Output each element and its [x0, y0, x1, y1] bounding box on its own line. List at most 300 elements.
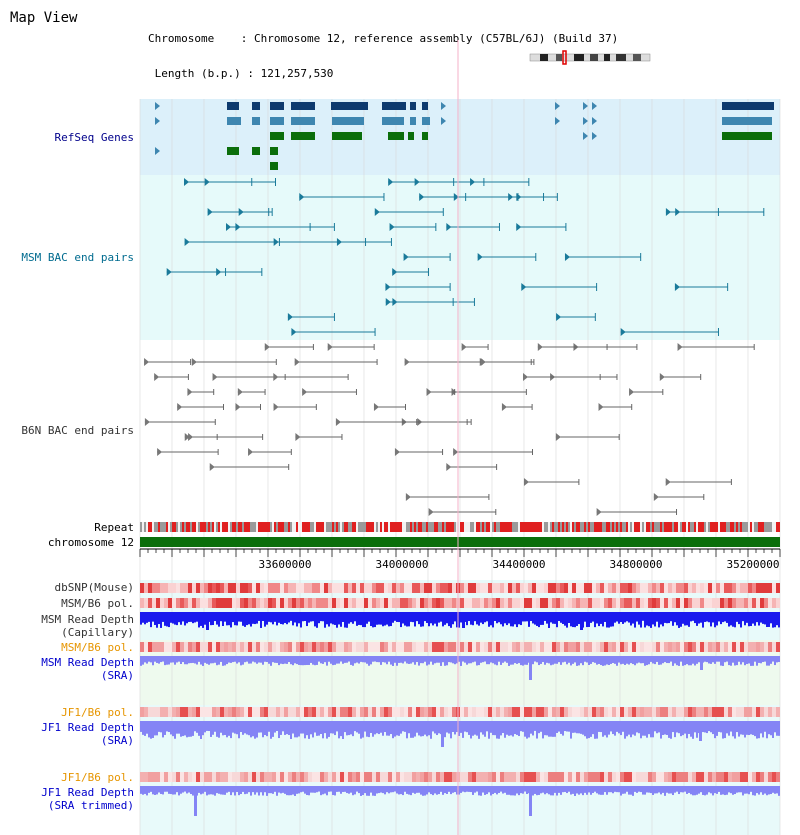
gene-exon: [410, 117, 416, 125]
heatmap-cell: [188, 707, 192, 717]
heatmap-cell: [344, 598, 348, 608]
depth-bar: [228, 721, 230, 736]
depth-bar: [624, 656, 626, 665]
heatmap-cell: [140, 598, 144, 608]
depth-bar: [526, 612, 528, 621]
depth-bar: [428, 786, 430, 792]
depth-bar: [380, 786, 382, 793]
heatmap-cell: [316, 642, 320, 652]
depth-bar: [484, 786, 486, 795]
repeat-block: [210, 522, 212, 532]
depth-bar: [282, 721, 284, 731]
depth-bar: [656, 786, 658, 793]
depth-bar: [436, 612, 438, 626]
depth-bar: [554, 721, 556, 737]
heatmap-cell: [156, 583, 160, 593]
heatmap-cell: [740, 772, 744, 782]
depth-bar: [538, 656, 540, 665]
heatmap-cell: [520, 598, 524, 608]
repeat-block: [308, 522, 310, 532]
depth-bar: [614, 786, 616, 792]
depth-bar: [506, 721, 508, 735]
heatmap-cell: [756, 707, 760, 717]
heatmap-cell: [296, 583, 300, 593]
depth-bar: [378, 721, 380, 734]
heatmap-cell: [620, 707, 624, 717]
depth-bar: [588, 656, 590, 665]
depth-bar: [732, 721, 734, 736]
depth-bar: [590, 721, 592, 737]
depth-bar: [696, 612, 698, 626]
heatmap-cell: [348, 772, 352, 782]
depth-bar: [768, 656, 770, 666]
gene-exon: [331, 102, 368, 110]
heatmap-cell: [580, 642, 584, 652]
chromosome-line: Chromosome : Chromosome 12, reference assembly (C57BL/6J) (Build 37): [148, 32, 619, 45]
depth-bar: [648, 656, 650, 664]
repeat-block: [194, 522, 196, 532]
depth-bar: [554, 656, 556, 664]
depth-bar: [422, 612, 424, 626]
heatmap-cell: [240, 707, 244, 717]
b6n-pair-end: [235, 403, 240, 411]
depth-bar: [538, 786, 540, 795]
depth-bar: [432, 786, 434, 795]
repeat-block: [486, 522, 488, 532]
depth-bar: [596, 786, 598, 793]
depth-bar: [580, 786, 582, 793]
depth-bar: [348, 721, 350, 735]
repeat-block: [412, 522, 414, 532]
repeat-track: [140, 522, 780, 532]
repeat-block: [448, 522, 450, 532]
depth-bar: [360, 786, 362, 796]
depth-bar: [242, 656, 244, 665]
depth-bar: [724, 786, 726, 795]
repeat-block: [298, 522, 300, 532]
depth-bar: [150, 786, 152, 792]
depth-bar: [234, 721, 236, 734]
heatmap-cell: [444, 583, 448, 593]
depth-bar: [778, 721, 780, 736]
depth-bar: [766, 656, 768, 666]
depth-bar: [576, 656, 578, 666]
depth-spike: [580, 612, 583, 630]
heatmap-cell: [160, 642, 164, 652]
depth-bar: [710, 612, 712, 626]
heatmap-cell: [300, 642, 304, 652]
depth-bar: [412, 656, 414, 662]
repeat-block: [610, 522, 612, 532]
depth-bar: [508, 612, 510, 623]
repeat-block: [520, 522, 522, 532]
heatmap-cell: [312, 642, 316, 652]
repeat-block: [500, 522, 502, 532]
heatmap-cell: [752, 707, 756, 717]
depth-bar: [382, 656, 384, 662]
repeat-block: [626, 522, 628, 532]
heatmap-cell: [400, 598, 404, 608]
depth-bar: [172, 721, 174, 736]
depth-bar: [252, 721, 254, 736]
depth-bar: [508, 786, 510, 795]
repeat-block: [740, 522, 742, 532]
heatmap-cell: [512, 772, 516, 782]
heatmap-cell: [392, 583, 396, 593]
heatmap-cell: [304, 772, 308, 782]
heatmap-cell: [644, 772, 648, 782]
chromosome-ideogram[interactable]: [530, 51, 650, 64]
repeat-block: [270, 522, 272, 532]
heatmap-cell: [480, 642, 484, 652]
repeat-block: [560, 522, 562, 532]
depth-bar: [568, 612, 570, 623]
heatmap-cell: [576, 583, 580, 593]
heatmap-cell: [616, 642, 620, 652]
gene-exon: [227, 102, 239, 110]
heatmap-cell: [172, 707, 176, 717]
heatmap-cell: [256, 772, 260, 782]
repeat-block: [460, 522, 462, 532]
depth-bar: [238, 721, 240, 738]
depth-bar: [518, 656, 520, 663]
depth-bar: [186, 612, 188, 623]
heatmap-cell: [628, 772, 632, 782]
heatmap-cell: [416, 598, 420, 608]
depth-bar: [304, 656, 306, 665]
depth-bar: [624, 786, 626, 794]
depth-bar: [734, 612, 736, 627]
depth-bar: [224, 656, 226, 665]
heatmap-cell: [468, 707, 472, 717]
depth-bar: [762, 786, 764, 795]
depth-bar: [562, 721, 564, 736]
heatmap-cell: [500, 707, 504, 717]
repeat-block: [752, 522, 754, 532]
depth-bar: [326, 656, 328, 666]
depth-bar: [608, 612, 610, 628]
heatmap-cell: [684, 642, 688, 652]
depth-bar: [300, 786, 302, 792]
depth-bar: [254, 612, 256, 624]
repeat-block: [224, 522, 226, 532]
depth-bar: [336, 721, 338, 731]
heatmap-cell: [752, 583, 756, 593]
depth-bar: [444, 721, 446, 737]
heatmap-cell: [368, 772, 372, 782]
depth-bar: [650, 721, 652, 737]
depth-bar: [170, 612, 172, 623]
depth-bar: [300, 612, 302, 627]
depth-bar: [400, 786, 402, 794]
heatmap-cell: [580, 772, 584, 782]
depth-bar: [574, 656, 576, 662]
depth-bar: [414, 612, 416, 626]
repeat-block: [570, 522, 572, 532]
heatmap-cell: [232, 598, 236, 608]
repeat-block: [242, 522, 244, 532]
depth-bar: [540, 656, 542, 664]
depth-bar: [406, 656, 408, 663]
depth-bar: [346, 786, 348, 793]
repeat-block: [254, 522, 256, 532]
depth-bar: [492, 656, 494, 663]
depth-bar: [724, 612, 726, 621]
heatmap-cell: [284, 707, 288, 717]
heatmap-cell: [648, 772, 652, 782]
depth-bar: [154, 786, 156, 795]
depth-bar: [210, 656, 212, 663]
b6n-bac-label: B6N BAC end pairs: [21, 424, 134, 437]
heatmap-cell: [276, 598, 280, 608]
depth-bar: [162, 721, 164, 737]
depth-spike: [194, 786, 197, 816]
depth-bar: [428, 656, 430, 665]
heatmap-cell: [184, 642, 188, 652]
depth-bar: [150, 612, 152, 627]
heatmap-cell: [292, 707, 296, 717]
b6n-bac-pairs[interactable]: [144, 343, 754, 516]
heatmap-cell: [148, 583, 152, 593]
heatmap-cell: [320, 642, 324, 652]
depth-bar: [638, 656, 640, 663]
repeat-block: [284, 522, 286, 532]
repeat-block: [178, 522, 180, 532]
depth-bar: [292, 656, 294, 665]
repeat-block: [470, 522, 472, 532]
depth-bar: [606, 612, 608, 627]
depth-bar: [436, 656, 438, 663]
depth-bar: [340, 656, 342, 662]
depth-bar: [736, 612, 738, 622]
depth-bar: [476, 786, 478, 792]
heatmap-cell: [576, 772, 580, 782]
depth-bar: [552, 612, 554, 624]
repeat-block: [650, 522, 652, 532]
depth-bar: [416, 656, 418, 662]
heatmap-cell: [544, 707, 548, 717]
heatmap-cell: [144, 707, 148, 717]
heatmap-cell: [676, 772, 680, 782]
heatmap-cell: [440, 707, 444, 717]
heatmap-cell: [172, 598, 176, 608]
depth-bar: [142, 721, 144, 735]
heatmap-cell: [344, 772, 348, 782]
depth-bar: [426, 721, 428, 736]
depth-bar: [360, 721, 362, 739]
depth-bar: [280, 786, 282, 793]
depth-bar: [646, 721, 648, 738]
repeat-block: [640, 522, 642, 532]
depth-bar: [776, 612, 778, 625]
depth-bar: [446, 721, 448, 732]
depth-bar: [672, 612, 674, 626]
depth-bar: [516, 786, 518, 794]
repeat-block: [662, 522, 664, 532]
depth-bar: [190, 721, 192, 737]
heatmap-cell: [164, 583, 168, 593]
depth-bar: [320, 612, 322, 621]
repeat-block: [198, 522, 200, 532]
depth-bar: [206, 656, 208, 664]
depth-bar: [180, 656, 182, 664]
depth-bar: [742, 656, 744, 662]
depth-bar: [776, 656, 778, 662]
depth-bar: [774, 656, 776, 665]
depth-bar: [730, 656, 732, 666]
repeat-block: [572, 522, 574, 532]
b6n-pair-end: [666, 478, 671, 486]
depth-bar: [398, 612, 400, 622]
repeat-block: [218, 522, 220, 532]
depth-bar: [770, 612, 772, 623]
depth-bar: [302, 656, 304, 665]
depth-bar: [178, 721, 180, 734]
depth-bar: [284, 612, 286, 623]
depth-bar: [152, 721, 154, 738]
repeat-block: [330, 522, 332, 532]
depth-bar: [548, 786, 550, 794]
heatmap-cell: [656, 772, 660, 782]
heatmap-cell: [216, 642, 220, 652]
heatmap-cell: [744, 642, 748, 652]
heatmap-cell: [304, 642, 308, 652]
depth-bar: [746, 656, 748, 664]
depth-bar: [314, 612, 316, 626]
heatmap-cell: [672, 707, 676, 717]
depth-bar: [668, 721, 670, 738]
repeat-block: [770, 522, 772, 532]
heatmap-cell: [304, 598, 308, 608]
depth-bar: [358, 612, 360, 625]
heatmap-cell: [768, 583, 772, 593]
heatmap-cell: [760, 583, 764, 593]
heatmap-cell: [176, 598, 180, 608]
depth-bar: [554, 612, 556, 624]
depth-bar: [662, 612, 664, 626]
heatmap-cell: [612, 642, 616, 652]
heatmap-cell: [468, 772, 472, 782]
depth-bar: [176, 786, 178, 792]
repeat-block: [358, 522, 360, 532]
heatmap-cell: [260, 707, 264, 717]
repeat-block: [714, 522, 716, 532]
repeat-block: [406, 522, 408, 532]
depth-bar: [526, 656, 528, 665]
depth-bar: [396, 612, 398, 622]
repeat-block: [268, 522, 270, 532]
repeat-block: [574, 522, 576, 532]
depth-bar: [154, 612, 156, 625]
repeat-block: [584, 522, 586, 532]
heatmap-cell: [528, 598, 532, 608]
depth-bar: [416, 612, 418, 621]
depth-bar: [500, 786, 502, 792]
repeat-block: [606, 522, 608, 532]
depth-bar: [580, 656, 582, 663]
depth-bar: [420, 721, 422, 736]
depth-bar: [410, 656, 412, 664]
depth-bar: [630, 612, 632, 625]
heatmap-cell: [400, 772, 404, 782]
depth-bar: [572, 721, 574, 733]
heatmap-cell: [728, 583, 732, 593]
depth-bar: [600, 721, 602, 732]
heatmap-cell: [316, 583, 320, 593]
gene-exon: [722, 132, 772, 140]
heatmap-cell: [548, 772, 552, 782]
depth-bar: [592, 612, 594, 622]
repeat-block: [188, 522, 190, 532]
depth-bar: [754, 656, 756, 662]
depth-bar: [280, 721, 282, 735]
depth-bar: [306, 656, 308, 665]
repeat-block: [388, 522, 390, 532]
heatmap-cell: [700, 642, 704, 652]
depth-bar: [430, 612, 432, 623]
gene-exon: [388, 132, 404, 140]
repeat-block: [176, 522, 178, 532]
heatmap-cell: [308, 642, 312, 652]
depth-bar: [574, 721, 576, 733]
depth-bar: [692, 721, 694, 739]
depth-bar: [334, 656, 336, 665]
heatmap-cell: [280, 598, 284, 608]
depth-bar: [150, 721, 152, 739]
heatmap-cell: [392, 772, 396, 782]
depth-bar: [772, 656, 774, 662]
gene-exon: [252, 117, 260, 125]
depth-bar: [578, 656, 580, 665]
heatmap-cell: [468, 642, 472, 652]
depth-bar: [370, 612, 372, 626]
depth-bar: [520, 612, 522, 625]
heatmap-cell: [440, 772, 444, 782]
heatmap-cell: [624, 598, 628, 608]
depth-bar: [376, 721, 378, 733]
b6n-pair-end: [302, 388, 307, 396]
heatmap-cell: [748, 707, 752, 717]
depth-bar: [720, 656, 722, 666]
heatmap-cell: [408, 707, 412, 717]
heatmap-cell: [148, 707, 152, 717]
depth-bar: [358, 786, 360, 793]
depth-bar: [262, 656, 264, 665]
depth-bar: [550, 612, 552, 622]
depth-bar: [222, 612, 224, 626]
repeat-block: [164, 522, 166, 532]
depth-bar: [722, 786, 724, 794]
depth-bar: [482, 612, 484, 624]
heatmap-cell: [420, 707, 424, 717]
depth-bar: [240, 612, 242, 622]
depth-bar: [664, 721, 666, 734]
b6n-pair-end: [154, 373, 159, 381]
depth-bar: [612, 656, 614, 663]
depth-bar: [564, 612, 566, 626]
depth-bar: [424, 721, 426, 735]
depth-bar: [298, 612, 300, 623]
depth-bar: [622, 721, 624, 732]
jf1-depth-sra-label: [41, 721, 134, 747]
depth-bar: [756, 656, 758, 666]
depth-bar: [676, 612, 678, 625]
repeat-block: [440, 522, 442, 532]
depth-bar: [296, 721, 298, 737]
depth-bar: [324, 786, 326, 794]
depth-bar: [652, 721, 654, 737]
heatmap-cell: [176, 583, 180, 593]
